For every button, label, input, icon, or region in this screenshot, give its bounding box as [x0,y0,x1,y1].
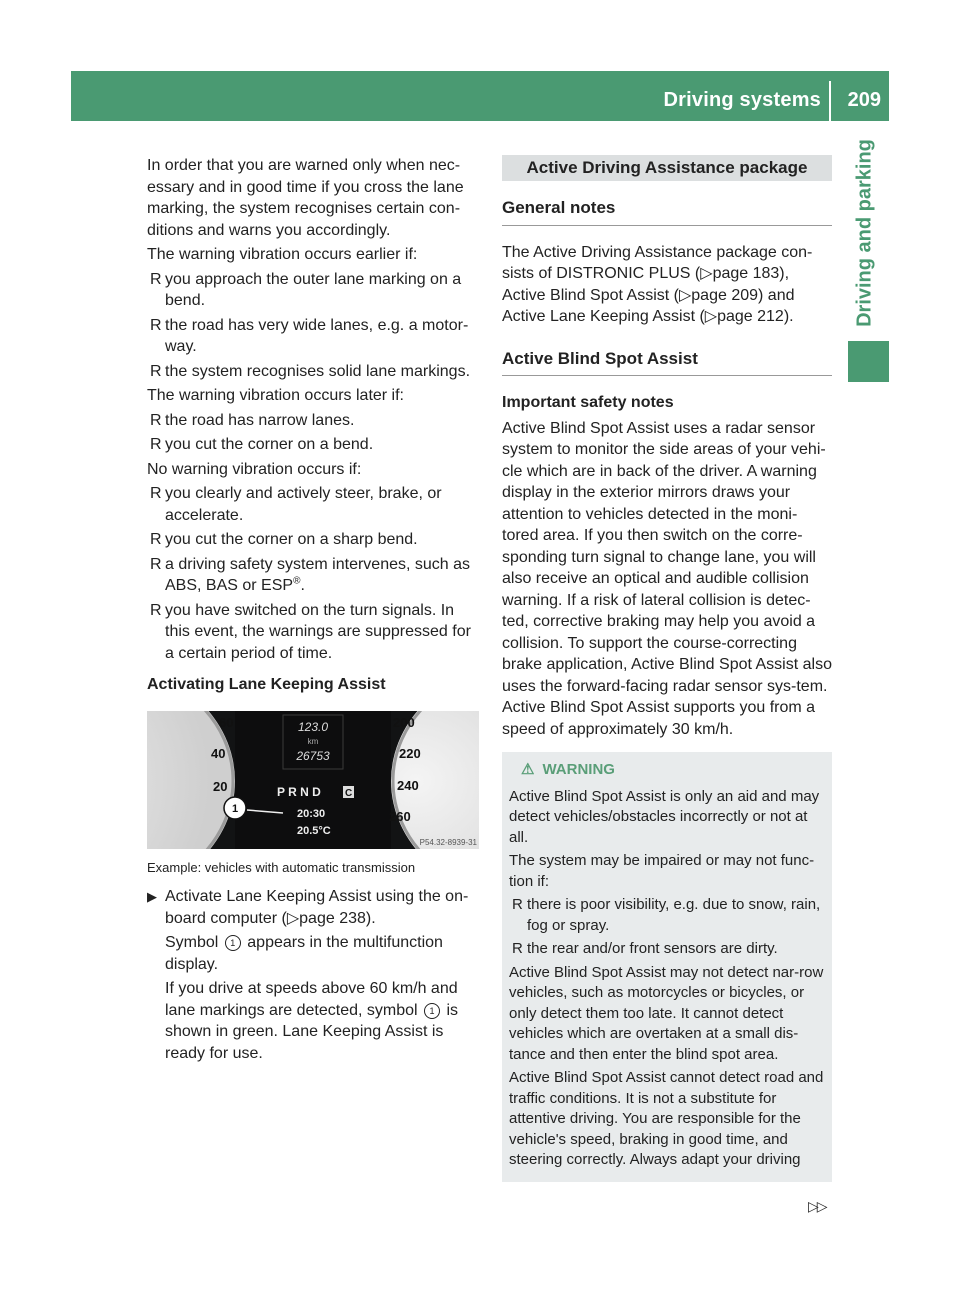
warning-heading: ⚠ WARNING [509,760,826,781]
earlier-intro: The warning vibration occurs earlier if: [147,246,418,263]
list-item: R you approach the outer lane marking on a bend. [150,270,462,309]
list-item: R you cut the corner on a sharp bend. [150,531,418,548]
page-ref-arrow-icon: ▷ [286,909,300,927]
chapter-title: Driving systems [663,89,821,111]
warning-paragraph: The system may be impaired or may not func-tion if: [509,852,815,890]
list-item: R you have switched on the turn signals. In this event, the warnings are suppressed for a certain period of time. [150,601,471,662]
page-ref-arrow-icon: ▷ [704,308,718,325]
svg-text:20: 20 [213,778,228,794]
svg-text:60: 60 [219,714,234,730]
safety-notes-paragraph: Active Blind Spot Assist uses a radar sensor system to monitor the side areas of your vehi-cle which are in back of the driver. A warning display in the exterior mirrors draws your attention to vehicles detected in the moni-tored area. If you then switch on the corre-sponding turn signal to change lane, you will also receive an optical and audible collision warning. If a risk of lateral collision is detec-ted, corrective braking may help you avoid a collision. To support the course-correcting brake application, Active Blind Spot Assist also uses the forward-facing radar sensor sys-tem. Active Blind Spot Assist supports you from a speed of approximately 30 km/h. [502,419,832,738]
warning-paragraph: Active Blind Spot Assist may not detect nar-row vehicles, such as motorcycles or bicycles, or only detect them too late. It cannot detect vehicles which are overtaken at a small dis-tance and then enter the blind spot area. [509,963,824,1063]
later-intro: The warning vibration occurs later if: [147,387,404,404]
instrument-cluster-image [147,711,479,849]
list-item: R you cut the corner on a bend. [150,436,374,453]
general-notes-heading: General notes [502,187,832,226]
svg-text:200: 200 [393,714,415,730]
side-tab-marker [848,341,889,382]
svg-text:260: 260 [389,808,411,824]
activating-heading: Activating Lane Keeping Assist [147,676,386,693]
warning-box [502,752,832,1182]
section-heading-bar: Active Driving Assistance package [502,155,832,181]
warning-triangle-icon: ⚠ [521,761,535,778]
svg-text:40: 40 [211,745,226,761]
svg-text:220: 220 [399,745,421,761]
header-divider [829,81,831,121]
list-item: R there is poor visibility, e.g. due to snow, rain, fog or spray. [512,896,821,934]
intro-paragraph: In order that you are warned only when nec-essary and in good time if you cross the lane marking, the system recognises certain con-ditions and warns you accordingly. [147,157,464,239]
side-tab [848,138,882,328]
instruction-step: ▶ Activate Lane Keeping Assist using the on-board computer (▷page 238). Symbol 1 appears in the multifunction display. If you drive at speeds above 60 km/h and lane markings are detected, symbol 1 is shown in green. Lane Keeping Assist is ready for use. [147,888,469,1062]
figure-caption: Example: vehicles with automatic transmission [147,859,416,875]
page-ref-arrow-icon: ▷ [678,286,692,304]
list-item: R you clearly and actively steer, brake, or accelerate. [150,485,442,524]
list-item: R a driving safety system intervenes, such as ABS, BAS or ESP®. [150,555,471,594]
continue-arrow-icon: ▷▷ [808,1198,826,1214]
general-notes-paragraph: The Active Driving Assistance package con-sists of DISTRONIC PLUS (▷page 183), Active Blind Spot Assist (▷page 209) and Active Lane Keeping Assist (▷page 212). [502,243,813,325]
list-item: R the road has narrow lanes. [150,411,355,429]
page-header [71,71,889,121]
right-column [502,155,832,1182]
warning-paragraph: Active Blind Spot Assist cannot detect road and traffic conditions. It is not a substitute for attentive driving. You are responsible for the vehicle's speed, braking in good time, and steering correctly. Always adapt your driving [509,1069,824,1168]
list-item: R the road has very wide lanes, e.g. a motor-way. [150,316,469,355]
blind-spot-heading: Active Blind Spot Assist [502,338,832,377]
svg-text:240: 240 [397,777,419,793]
svg-text:1: 1 [231,802,239,815]
none-intro: No warning vibration occurs if: [147,460,362,478]
svg-text:km: km [307,736,319,746]
symbol-1-icon: 1 [225,935,241,951]
list-item: R the system recognises solid lane markings. [150,362,471,380]
svg-text:20:30: 20:30 [297,807,326,820]
svg-text:20.5°C: 20.5°C [297,824,331,837]
page-number: 209 [847,89,881,111]
safety-notes-heading: Important safety notes [502,394,674,411]
svg-text:C: C [345,787,353,799]
svg-text:26753: 26753 [296,748,330,763]
svg-text:P54.32-8939-31: P54.32-8939-31 [419,837,477,847]
symbol-1-icon: 1 [424,1003,440,1019]
list-item: R the rear and/or front sensors are dirty. [512,940,778,957]
left-column [147,155,481,1067]
svg-text:P R N D: P R N D [277,784,321,799]
warning-paragraph: Active Blind Spot Assist is only an aid and may detect vehicles/obstacles incorrectly or not at all. [509,787,820,846]
svg-text:123.0: 123.0 [297,719,329,734]
step-arrow-icon: ▶ [147,889,157,904]
side-tab-label: Driving and parking [853,139,876,327]
page-ref-arrow-icon: ▷ [700,265,713,282]
